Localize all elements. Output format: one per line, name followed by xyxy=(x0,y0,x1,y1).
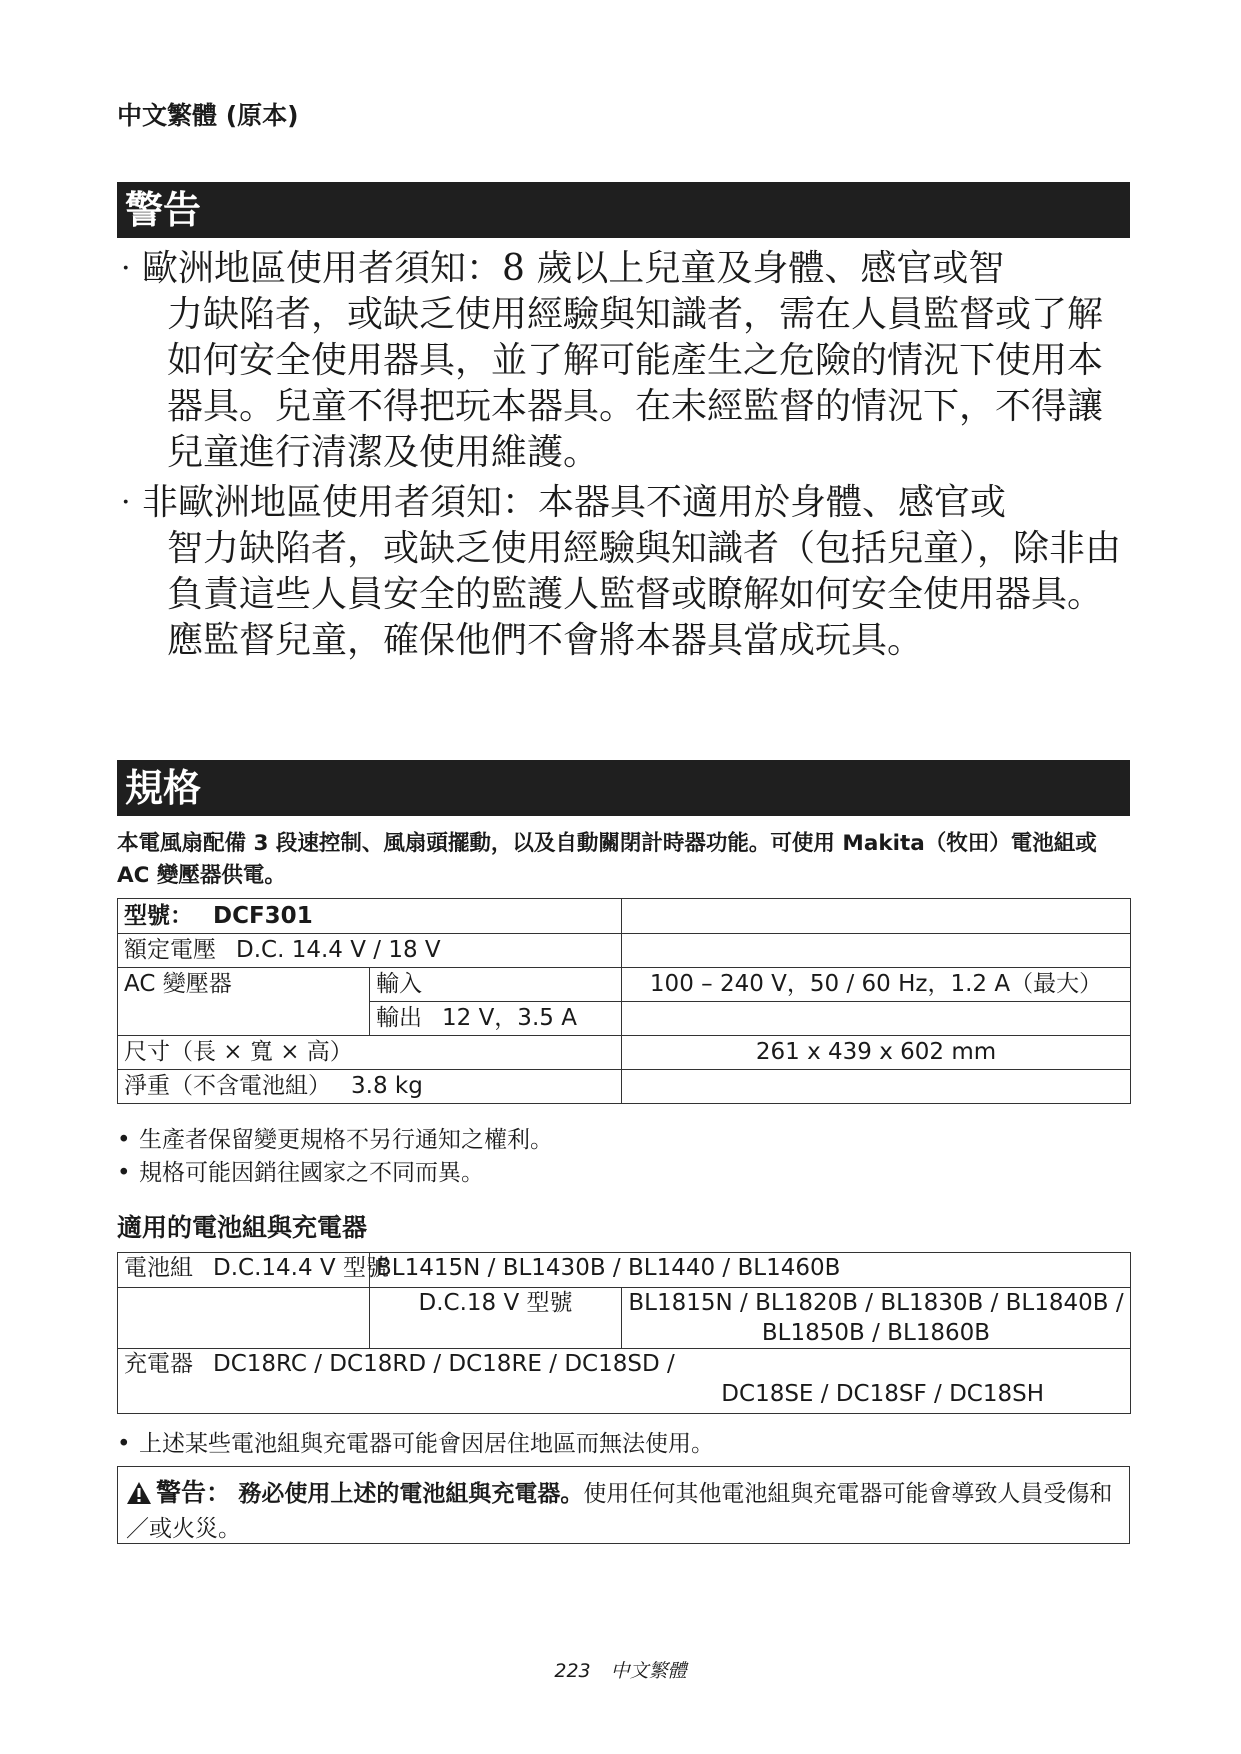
battery-heading: 適用的電池組與充電器 xyxy=(117,1213,368,1242)
warning-item-non-eu xyxy=(117,480,1130,664)
charger-cell xyxy=(118,1349,1131,1414)
list-item: • 規格可能因銷往國家之不同而異。 xyxy=(117,1157,553,1190)
battery-notes xyxy=(117,1428,714,1461)
ac-adapter-label: AC 變壓器 xyxy=(118,968,370,1036)
bullet-icon: · xyxy=(121,251,131,286)
output-label: 輸出 xyxy=(376,1005,422,1031)
empty-cell xyxy=(622,1002,1131,1036)
empty-cell xyxy=(622,934,1131,968)
warning-heading: 警告 xyxy=(125,188,202,232)
weight-value: 3.8 kg xyxy=(351,1073,423,1099)
warning-item-text: 力缺陷者，或缺乏使用經驗與知識者，需在人員監督或了解如何安全使用器具，並了解可能產生之危險的情況下使用本器具。兒童不得把玩本器具。在未經監督的情況下，不得讓兒童進行清潔及使用維護。 xyxy=(167,294,1104,473)
v18-models-line-1: BL1815N / BL1820B / BL1830B / BL1840B / xyxy=(628,1290,1124,1316)
dimensions-value: 261 x 439 x 602 mm xyxy=(622,1036,1131,1070)
bullet-icon: • xyxy=(117,1160,131,1186)
charger-models-line-2: DC18SE / DC18SF / DC18SH xyxy=(721,1381,1045,1407)
warning-triangle-icon xyxy=(126,1481,152,1514)
specs-heading: 規格 xyxy=(125,766,202,810)
model-value: DCF301 xyxy=(213,903,313,929)
bullet-icon: · xyxy=(121,485,131,520)
voltage-label: 額定電壓 xyxy=(124,937,216,963)
model-cell xyxy=(118,899,622,934)
caution-text: 使用任何其他電池組與充電器可能會導致人員受傷和／或火災。 xyxy=(126,1481,1113,1542)
dimensions-label: 尺寸（長 × 寬 × 高） xyxy=(118,1036,622,1070)
warning-item-text: 智力缺陷者，或缺乏使用經驗與知識者（包括兒童），除非由負責這些人員安全的監護人監督或瞭解如何安全使用器具。應監督兒童，確保他們不會將本器具當成玩具。 xyxy=(167,528,1122,661)
specs-section-header xyxy=(117,760,1130,816)
list-item: • 生產者保留變更規格不另行通知之權利。 xyxy=(117,1124,553,1157)
output-cell xyxy=(370,1002,622,1036)
specs-intro: 本電風扇配備 3 段速控制、風扇頭擺動，以及自動關閉計時器功能。可使用 Makita（牧田）電池組或 AC 變壓器供電。 xyxy=(117,831,1097,888)
battery-table xyxy=(117,1252,1131,1414)
list-item: • 上述某些電池組與充電器可能會因居住地區而無法使用。 xyxy=(117,1428,714,1461)
page-footer xyxy=(0,1656,1241,1683)
model-label: 型號： xyxy=(124,902,193,929)
v18-models-cell xyxy=(622,1288,1131,1349)
page-number: 223 xyxy=(554,1660,591,1682)
table-row xyxy=(118,934,1131,968)
footer-language: 中文繁體 xyxy=(610,1660,687,1682)
input-label: 輸入 xyxy=(370,968,622,1002)
warning-section-header xyxy=(117,182,1130,238)
empty-cell xyxy=(622,899,1131,934)
empty-cell xyxy=(622,1070,1131,1104)
charger-label: 充電器 xyxy=(124,1351,193,1377)
caution-label: 警告： xyxy=(156,1478,232,1507)
weight-label: 淨重（不含電池組） xyxy=(124,1073,331,1099)
caution-box xyxy=(117,1466,1130,1544)
battery-label-cell xyxy=(118,1253,389,1288)
specs-notes xyxy=(117,1124,553,1190)
v144-label: D.C.14.4 V 型號 xyxy=(213,1255,389,1281)
warning-item-eu xyxy=(117,246,1130,476)
specs-table xyxy=(117,898,1131,1104)
table-row xyxy=(118,1349,1131,1414)
bullet-icon: • xyxy=(117,1127,131,1153)
caution-strong: 務必使用上述的電池組與充電器。 xyxy=(238,1481,584,1507)
warning-list xyxy=(117,246,1130,668)
warning-item-lead: 非歐洲地區使用者須知：本器具不適用於身體、感官或 xyxy=(142,482,1007,523)
table-row xyxy=(118,1253,1131,1288)
page-language-title: 中文繁體 (原本) xyxy=(117,101,299,130)
table-row xyxy=(118,1288,1131,1349)
table-row xyxy=(118,899,1131,934)
output-value: 12 V，3.5 A xyxy=(442,1005,577,1031)
v18-models-line-2: BL1850B / BL1860B xyxy=(761,1320,991,1346)
input-value: 100 – 240 V，50 / 60 Hz，1.2 A（最大） xyxy=(622,968,1131,1002)
voltage-value: D.C. 14.4 V / 18 V xyxy=(236,937,441,963)
voltage-cell xyxy=(118,934,622,968)
v144-models: BL1415N / BL1430B / BL1440 / BL1460B xyxy=(370,1253,1131,1288)
bullet-icon: • xyxy=(117,1431,131,1457)
weight-cell xyxy=(118,1070,622,1104)
battery-label: 電池組 xyxy=(124,1255,193,1281)
warning-item-lead: 歐洲地區使用者須知：8 歲以上兒童及身體、感官或智 xyxy=(142,248,1005,289)
v18-label: D.C.18 V 型號 xyxy=(370,1288,622,1349)
table-row xyxy=(118,1070,1131,1104)
table-row xyxy=(118,1036,1131,1070)
table-row xyxy=(118,968,1131,1002)
empty-cell xyxy=(118,1288,370,1349)
charger-models-line-1: DC18RC / DC18RD / DC18RE / DC18SD / xyxy=(213,1351,675,1377)
